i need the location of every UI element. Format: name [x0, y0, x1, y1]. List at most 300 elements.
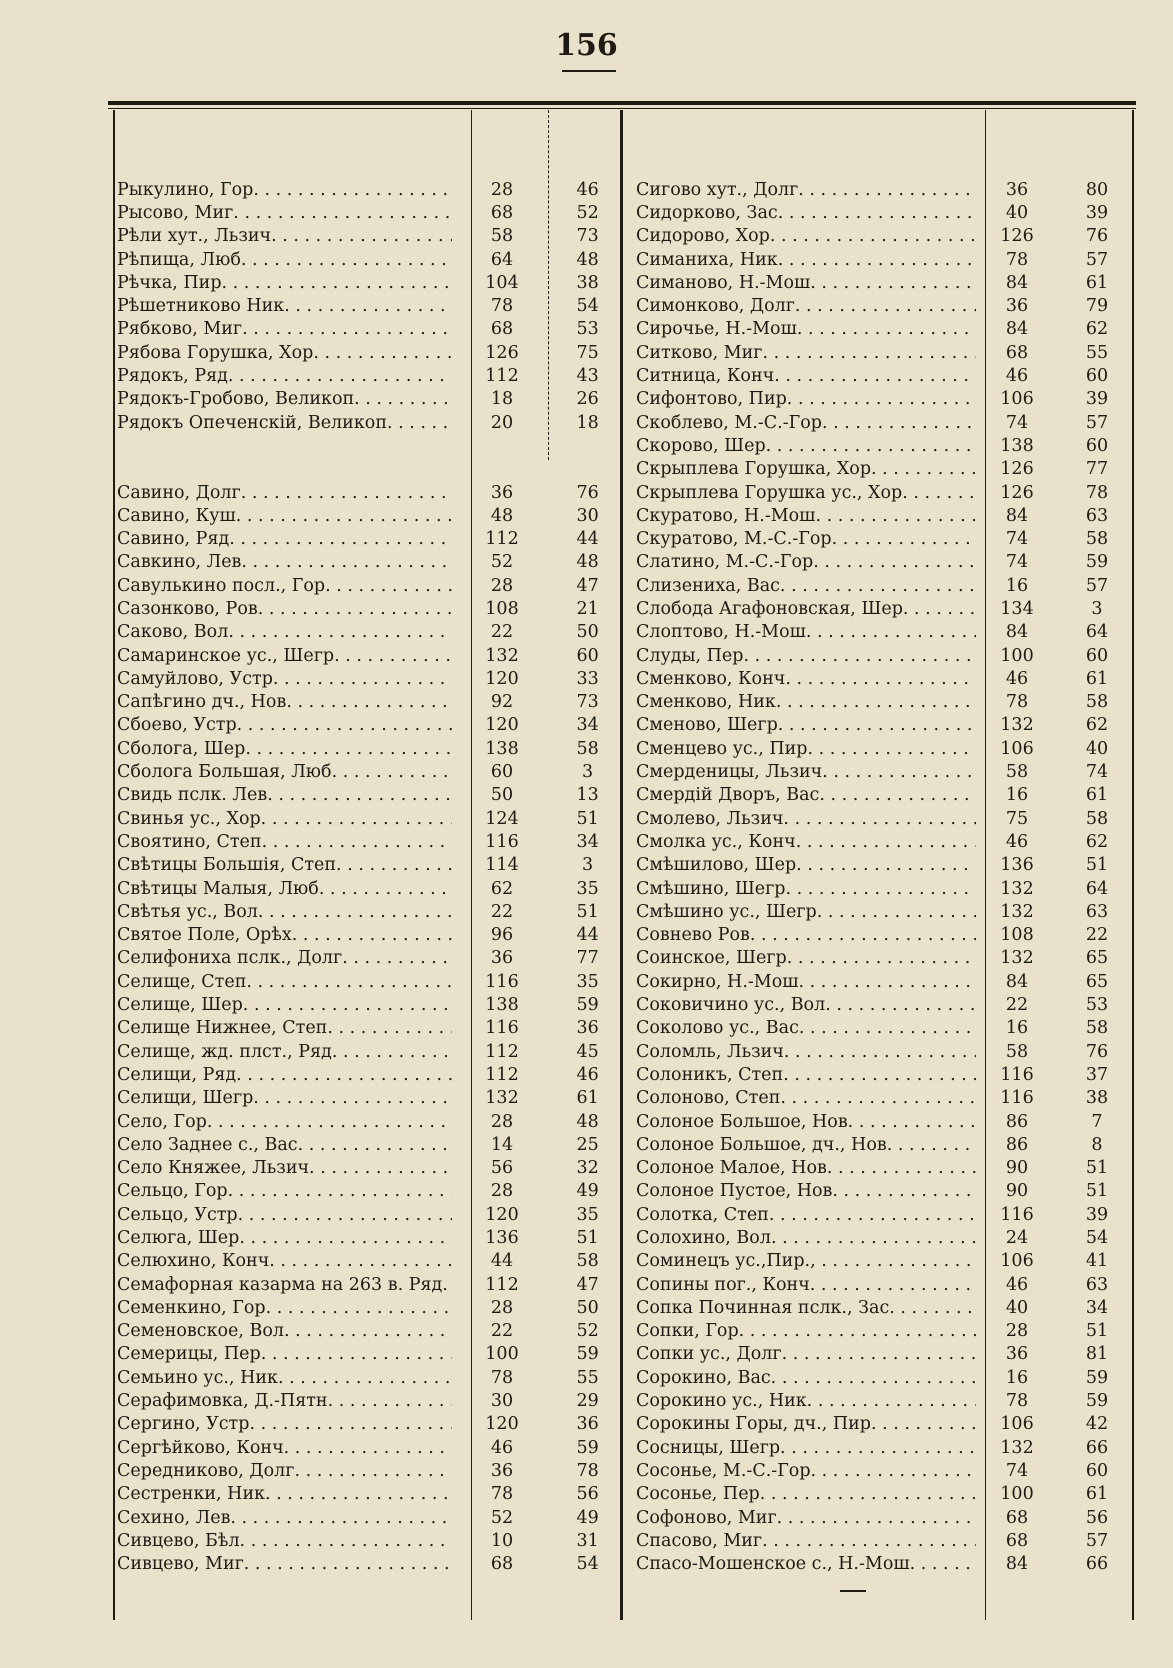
index-entry — [636, 527, 1136, 550]
index-entry — [636, 364, 1136, 387]
place-name: Рядокъ Опеченскій, Великоп. . . . — [117, 413, 452, 433]
map-sheet-number: 84 — [1005, 1554, 1029, 1575]
place-name: Симонково, Долг. . . . — [636, 296, 976, 316]
map-sheet-number: 90 — [1005, 1158, 1029, 1179]
map-sheet-number: 74 — [1005, 1460, 1029, 1481]
place-name: Сергино, Устр. . . . — [117, 1414, 452, 1434]
index-entry — [117, 551, 623, 574]
map-sheet-number: 22 — [490, 622, 514, 643]
map-sheet-number: 28 — [490, 1111, 514, 1132]
place-name: Солохино, Вол. . . . — [636, 1228, 976, 1248]
map-sheet-number: 58 — [1005, 1041, 1029, 1062]
index-entry — [636, 830, 1136, 853]
entry-number: 3 — [1091, 598, 1103, 619]
map-sheet-number: 84 — [1005, 622, 1029, 643]
place-name: Селищи, Ряд. . . . — [117, 1065, 452, 1085]
page-number-underline — [562, 70, 616, 72]
entry-number: 64 — [1085, 878, 1109, 899]
index-entry — [117, 1389, 623, 1412]
index-entry — [636, 1553, 1136, 1576]
map-sheet-number: 58 — [1005, 762, 1029, 783]
index-entry — [636, 1436, 1136, 1459]
entry-number: 52 — [576, 202, 599, 223]
map-sheet-number: 22 — [490, 1321, 514, 1342]
index-entry — [636, 1180, 1136, 1203]
map-sheet-number: 16 — [1005, 1367, 1029, 1388]
index-entry — [117, 1436, 623, 1459]
map-sheet-number: 68 — [490, 1554, 514, 1575]
index-entry — [117, 1366, 623, 1389]
entry-number: 73 — [576, 692, 599, 713]
index-entry — [117, 201, 623, 224]
map-sheet-number: 24 — [1005, 1228, 1029, 1248]
map-sheet-number: 120 — [485, 668, 519, 689]
entry-number: 3 — [582, 855, 594, 876]
index-entry — [117, 1296, 623, 1319]
place-name: Солоново, Степ. . . . — [636, 1088, 976, 1108]
place-name: Скрыплева Горушка, Хор. . . . — [636, 459, 976, 479]
entry-number: 79 — [1085, 296, 1109, 317]
index-entry — [636, 341, 1136, 364]
map-sheet-number: 74 — [1005, 552, 1029, 573]
map-sheet-number: 138 — [1000, 435, 1034, 456]
entry-number: 76 — [1085, 1041, 1109, 1062]
place-name: Свидь пслк. Лев. . . . — [117, 785, 452, 805]
entry-number: 38 — [1085, 1088, 1109, 1109]
index-entry — [636, 760, 1136, 783]
index-entry — [636, 1366, 1136, 1389]
map-sheet-number: 64 — [490, 249, 514, 270]
index-entry — [636, 1156, 1136, 1179]
place-name: Сменово, Шегр. . . . — [636, 715, 976, 735]
index-entry — [636, 993, 1136, 1016]
entry-number: 61 — [1085, 668, 1109, 689]
index-entry — [117, 760, 623, 783]
place-name: Слобода Агафоновская, Шер. . . . — [636, 599, 976, 619]
map-sheet-number: 132 — [1000, 878, 1034, 899]
index-entry — [636, 644, 1136, 667]
top-rule — [108, 101, 1136, 105]
entry-number: 52 — [576, 1321, 599, 1342]
place-name: Симаново, Н.-Мош. . . . — [636, 273, 976, 293]
map-sheet-number: 68 — [490, 319, 514, 340]
map-sheet-number: 132 — [485, 645, 519, 666]
map-sheet-number: 46 — [1005, 366, 1029, 387]
map-sheet-number: 44 — [490, 1251, 514, 1272]
index-entry — [117, 225, 623, 248]
index-entry — [636, 434, 1136, 457]
map-sheet-number: 58 — [490, 226, 514, 247]
entry-number: 65 — [1085, 948, 1109, 969]
map-sheet-number: 46 — [1005, 1274, 1029, 1295]
index-entry — [117, 458, 623, 481]
map-sheet-number: 116 — [1000, 1088, 1034, 1109]
place-name: Смѣшино, Шегр. . . . — [636, 879, 976, 899]
place-name: Селище, Степ. . . . — [117, 972, 452, 992]
index-entry — [636, 877, 1136, 900]
place-name: Семьино ус., Ник. . . . — [117, 1368, 452, 1388]
entry-number: 60 — [1085, 645, 1109, 666]
map-sheet-number: 36 — [1005, 1344, 1029, 1365]
entry-number: 13 — [576, 785, 599, 806]
map-sheet-number: 126 — [1000, 482, 1034, 503]
map-sheet-number: 86 — [1005, 1134, 1029, 1155]
map-sheet-number: 78 — [1005, 1391, 1029, 1412]
entry-number: 58 — [1085, 1018, 1109, 1039]
index-entry — [636, 737, 1136, 760]
page-number: 156 — [555, 28, 618, 63]
map-sheet-number: 114 — [485, 855, 519, 876]
entry-number: 48 — [576, 1111, 599, 1132]
index-entry — [117, 947, 623, 970]
entry-number: 44 — [576, 925, 599, 946]
place-name: Сменцево ус., Пир. . . . — [636, 739, 976, 759]
place-name: Сехино, Лев. . . . — [117, 1508, 452, 1528]
index-entry — [636, 1110, 1136, 1133]
map-sheet-number: 28 — [490, 575, 514, 596]
place-name: Селище Нижнее, Степ. . . . — [117, 1018, 452, 1038]
index-entry — [117, 1343, 623, 1366]
entry-number: 47 — [576, 1274, 599, 1295]
entry-number: 80 — [1085, 179, 1109, 200]
place-name: Селюхино, Конч. . . . — [117, 1251, 452, 1271]
entry-number: 76 — [1085, 226, 1109, 247]
place-name: Ситково, Миг. . . . — [636, 343, 976, 363]
map-sheet-number: 36 — [490, 948, 514, 969]
place-name: Сигово хут., Долг. . . . — [636, 180, 976, 200]
map-sheet-number: 136 — [1000, 855, 1034, 876]
place-name: Сопки ус., Долг. . . . — [636, 1344, 976, 1364]
entry-number: 58 — [576, 1251, 599, 1272]
place-name: Свѣтицы Малыя, Люб. . . . — [117, 879, 452, 899]
index-entry — [117, 388, 623, 411]
index-entry — [636, 1320, 1136, 1343]
entry-number: 62 — [1085, 831, 1109, 852]
place-name: Рысово, Миг. . . . — [117, 203, 452, 223]
index-entry — [636, 784, 1136, 807]
place-name: Селищи, Шегр. . . . — [117, 1088, 452, 1108]
place-name: Совнево Ров. . . . — [636, 925, 976, 945]
index-entry — [636, 970, 1136, 993]
map-sheet-number: 132 — [485, 1088, 519, 1109]
place-name: Сивцево, Миг. . . . — [117, 1554, 452, 1574]
index-entry — [636, 388, 1136, 411]
entry-number: 61 — [1085, 1484, 1109, 1505]
index-entry — [117, 1110, 623, 1133]
entry-number: 59 — [1085, 552, 1109, 573]
bottom-dash — [840, 1590, 866, 1592]
map-sheet-number: 52 — [490, 552, 514, 573]
entry-number: 50 — [576, 1297, 599, 1318]
entry-number: 78 — [576, 1460, 599, 1481]
index-entry — [117, 691, 623, 714]
entry-number: 56 — [576, 1484, 599, 1505]
place-name: Сорокино, Вас. . . . — [636, 1368, 976, 1388]
entry-number: 44 — [576, 529, 599, 550]
map-sheet-number: 28 — [1005, 1321, 1029, 1342]
entry-number: 64 — [1085, 622, 1109, 643]
index-entry — [117, 1226, 623, 1249]
place-name: Скрыплева Горушка ус., Хор. . . . — [636, 483, 976, 503]
index-entry — [636, 1040, 1136, 1063]
left-index-column — [117, 178, 623, 1576]
index-entry — [636, 271, 1136, 294]
entry-number: 57 — [1085, 249, 1109, 270]
entry-number: 59 — [576, 1344, 599, 1365]
entry-number: 29 — [576, 1391, 599, 1412]
place-name: Семерицы, Пер. . . . — [117, 1344, 452, 1364]
entry-number: 56 — [1085, 1507, 1109, 1528]
entry-number: 42 — [1085, 1414, 1109, 1435]
index-entry — [117, 667, 623, 690]
map-sheet-number: 116 — [1000, 1064, 1034, 1085]
place-name: Слатино, М.-С.-Гор. . . . — [636, 552, 976, 572]
place-name: Солоное Пустое, Нов. . . . — [636, 1181, 976, 1201]
place-name: Сергѣйково, Конч. . . . — [117, 1438, 452, 1458]
map-sheet-number: 36 — [490, 1460, 514, 1481]
place-name: Село Заднее с., Вас. . . . — [117, 1135, 452, 1155]
entry-number: 51 — [1085, 1321, 1109, 1342]
place-name: Соколово ус., Вас. . . . — [636, 1018, 976, 1038]
place-name: Сифонтово, Пир. . . . — [636, 389, 976, 409]
index-entry — [636, 1273, 1136, 1296]
entry-number: 53 — [576, 319, 599, 340]
map-sheet-number: 78 — [490, 1367, 514, 1388]
index-entry — [636, 294, 1136, 317]
left-border — [113, 110, 115, 1620]
place-name: Сменково, Ник. . . . — [636, 692, 976, 712]
map-sheet-number: 126 — [1000, 226, 1034, 247]
map-sheet-number: 28 — [490, 179, 514, 200]
map-sheet-number: 100 — [1000, 645, 1034, 666]
entry-number: 66 — [1085, 1437, 1109, 1458]
entry-number: 51 — [1085, 855, 1109, 876]
index-entry — [117, 411, 623, 434]
index-entry — [117, 924, 623, 947]
map-sheet-number: 78 — [490, 296, 514, 317]
index-entry — [636, 1063, 1136, 1086]
map-sheet-number: 20 — [490, 412, 514, 433]
place-name: Скуратово, Н.-Мош. . . . — [636, 506, 976, 526]
map-sheet-number: 22 — [1005, 995, 1029, 1016]
index-entry — [636, 1226, 1136, 1249]
place-name: Сидорково, Зас. . . . — [636, 203, 976, 223]
map-sheet-number: 106 — [1000, 738, 1034, 759]
map-sheet-number: 138 — [485, 995, 519, 1016]
entry-number: 47 — [576, 575, 599, 596]
index-entry — [636, 1506, 1136, 1529]
entry-number: 35 — [576, 971, 599, 992]
map-sheet-number: 132 — [1000, 715, 1034, 736]
place-name: Сирочье, Н.-Мош. . . . — [636, 319, 976, 339]
entry-number: 55 — [1085, 342, 1109, 363]
map-sheet-number: 60 — [490, 762, 514, 783]
map-sheet-number: 78 — [1005, 249, 1029, 270]
map-sheet-number: 84 — [1005, 971, 1029, 992]
index-entry — [117, 1459, 623, 1482]
map-sheet-number: 10 — [490, 1530, 514, 1551]
place-name: Сосницы, Шегр. . . . — [636, 1438, 976, 1458]
place-name: Слоптово, Н.-Мош. . . . — [636, 622, 976, 642]
index-entry — [117, 1063, 623, 1086]
entry-number: 53 — [1085, 995, 1109, 1016]
map-sheet-number: 136 — [485, 1228, 519, 1248]
index-entry — [636, 411, 1136, 434]
entry-number: 40 — [1085, 738, 1109, 759]
place-name: Слуды, Пер. . . . — [636, 646, 976, 666]
index-entry — [117, 737, 623, 760]
entry-number: 78 — [1085, 482, 1109, 503]
entry-number: 57 — [1085, 575, 1109, 596]
index-entry — [117, 294, 623, 317]
place-name: Савино, Ряд. . . . — [117, 529, 452, 549]
index-entry — [117, 1040, 623, 1063]
index-entry — [117, 1483, 623, 1506]
place-name: Селюга, Шер. . . . — [117, 1228, 452, 1248]
entry-number: 57 — [1085, 412, 1109, 433]
place-name: Сопины пог., Конч. . . . — [636, 1275, 976, 1295]
place-name: Сбоево, Устр. . . . — [117, 715, 452, 735]
place-name: Слизениха, Вас. . . . — [636, 576, 976, 596]
index-entry — [117, 900, 623, 923]
place-name: Солоное Большое, Нов. . . . — [636, 1112, 976, 1132]
place-name: Село Княжее, Льзич. . . . — [117, 1158, 452, 1178]
place-name: Сидорово, Хор. . . . — [636, 226, 976, 246]
map-sheet-number: 48 — [490, 505, 514, 526]
entry-number: 73 — [576, 226, 599, 247]
entry-number: 77 — [1085, 459, 1109, 480]
place-name: Смолево, Льзич. . . . — [636, 809, 976, 829]
entry-number: 51 — [576, 901, 599, 922]
entry-number: 60 — [1085, 435, 1109, 456]
index-entry — [117, 364, 623, 387]
map-sheet-number: 134 — [1000, 598, 1034, 619]
map-sheet-number: 30 — [490, 1391, 514, 1412]
map-sheet-number: 96 — [490, 925, 514, 946]
entry-number: 58 — [1085, 692, 1109, 713]
place-name: Святое Поле, Орѣх. . . . — [117, 925, 452, 945]
map-sheet-number: 132 — [1000, 1437, 1034, 1458]
entry-number: 60 — [1085, 366, 1109, 387]
index-entry — [636, 504, 1136, 527]
index-entry — [117, 1506, 623, 1529]
place-name: Самуйлово, Устр. . . . — [117, 669, 452, 689]
top-rule-thin — [108, 108, 1136, 109]
place-name: Соминецъ ус.,Пир., . . . — [636, 1251, 976, 1271]
index-entry — [117, 248, 623, 271]
index-entry — [117, 1017, 623, 1040]
index-entry — [117, 597, 623, 620]
place-name: Семенкино, Гор. . . . — [117, 1298, 452, 1318]
entry-number: 48 — [576, 249, 599, 270]
map-sheet-number: 84 — [1005, 272, 1029, 293]
map-sheet-number: 16 — [1005, 575, 1029, 596]
place-name: Скуратово, М.-С.-Гор. . . . — [636, 529, 976, 549]
map-sheet-number: 28 — [490, 1297, 514, 1318]
index-entry — [117, 714, 623, 737]
place-name: Смолка ус., Конч. . . . — [636, 832, 976, 852]
place-name: Сапѣгино дч., Нов. . . . — [117, 692, 452, 712]
entry-number: 54 — [1085, 1228, 1109, 1248]
place-name: Солотка, Степ. . . . — [636, 1205, 976, 1225]
entry-number: 63 — [1085, 1274, 1109, 1295]
map-sheet-number: 68 — [1005, 1530, 1029, 1551]
entry-number: 36 — [576, 1018, 599, 1039]
map-sheet-number: 104 — [485, 272, 519, 293]
entry-number: 35 — [576, 1204, 599, 1225]
index-entry — [636, 1203, 1136, 1226]
entry-number: 74 — [1085, 762, 1109, 783]
map-sheet-number: 40 — [1005, 202, 1029, 223]
index-entry — [636, 201, 1136, 224]
entry-number: 36 — [576, 1414, 599, 1435]
index-entry — [117, 1250, 623, 1273]
place-name: Скорово, Шер. . . . — [636, 436, 976, 456]
entry-number: 54 — [576, 296, 599, 317]
map-sheet-number: 16 — [1005, 785, 1029, 806]
place-name: Самаринское ус., Шегр. . . . — [117, 646, 452, 666]
place-name: Солоное Малое, Нов. . . . — [636, 1158, 976, 1178]
index-entry — [636, 1459, 1136, 1482]
index-entry — [636, 807, 1136, 830]
place-name: Свѣтья ус., Вол. . . . — [117, 902, 452, 922]
place-name: Рыкулино, Гор. . . . — [117, 180, 452, 200]
entry-number: 25 — [576, 1134, 599, 1155]
place-name: Смѣшилово, Шер. . . . — [636, 855, 976, 875]
entry-number: 33 — [576, 668, 599, 689]
map-sheet-number: 112 — [485, 529, 519, 550]
map-sheet-number: 92 — [490, 692, 514, 713]
entry-number: 22 — [1085, 925, 1109, 946]
map-sheet-number: 78 — [1005, 692, 1029, 713]
index-entry — [636, 1529, 1136, 1552]
map-sheet-number: 106 — [1000, 1414, 1034, 1435]
index-entry — [636, 551, 1136, 574]
place-name: Рядокъ, Ряд. . . . — [117, 366, 452, 386]
entry-number: 41 — [1085, 1251, 1109, 1272]
map-sheet-number: 100 — [485, 1344, 519, 1365]
place-name: Рябова Горушка, Хор. . . . — [117, 343, 452, 363]
index-entry — [636, 318, 1136, 341]
entry-number: 32 — [576, 1158, 599, 1179]
entry-number: 61 — [576, 1088, 599, 1109]
map-sheet-number: 74 — [1005, 412, 1029, 433]
index-entry — [636, 1343, 1136, 1366]
entry-number: 81 — [1085, 1344, 1109, 1365]
place-name: Спасово, Миг. . . . — [636, 1531, 976, 1551]
place-name: Смерденицы, Льзич. . . . — [636, 762, 976, 782]
index-entry — [117, 854, 623, 877]
entry-number: 76 — [576, 482, 599, 503]
entry-number: 50 — [576, 622, 599, 643]
place-name: Селифониха пслк., Долг. . . . — [117, 948, 452, 968]
place-name: Рѣчка, Пир. . . . — [117, 273, 452, 293]
map-sheet-number: 75 — [1005, 808, 1029, 829]
index-entry — [117, 271, 623, 294]
place-name: Сельцо, Устр. . . . — [117, 1205, 452, 1225]
place-name: Сменково, Конч. . . . — [636, 669, 976, 689]
entry-number: 75 — [576, 342, 599, 363]
place-name: Сопка Починная пслк., Зас. . . . — [636, 1298, 976, 1318]
index-entry — [636, 574, 1136, 597]
place-name: Серафимовка, Д.-Пятн. . . . — [117, 1391, 452, 1411]
map-sheet-number: 22 — [490, 901, 514, 922]
place-name: Своятино, Степ. . . . — [117, 832, 452, 852]
place-name: Смердій Дворъ, Вас. . . . — [636, 785, 976, 805]
map-sheet-number: 108 — [1000, 925, 1034, 946]
place-name: Сивцево, Бѣл. . . . — [117, 1531, 452, 1551]
index-entry — [636, 1296, 1136, 1319]
